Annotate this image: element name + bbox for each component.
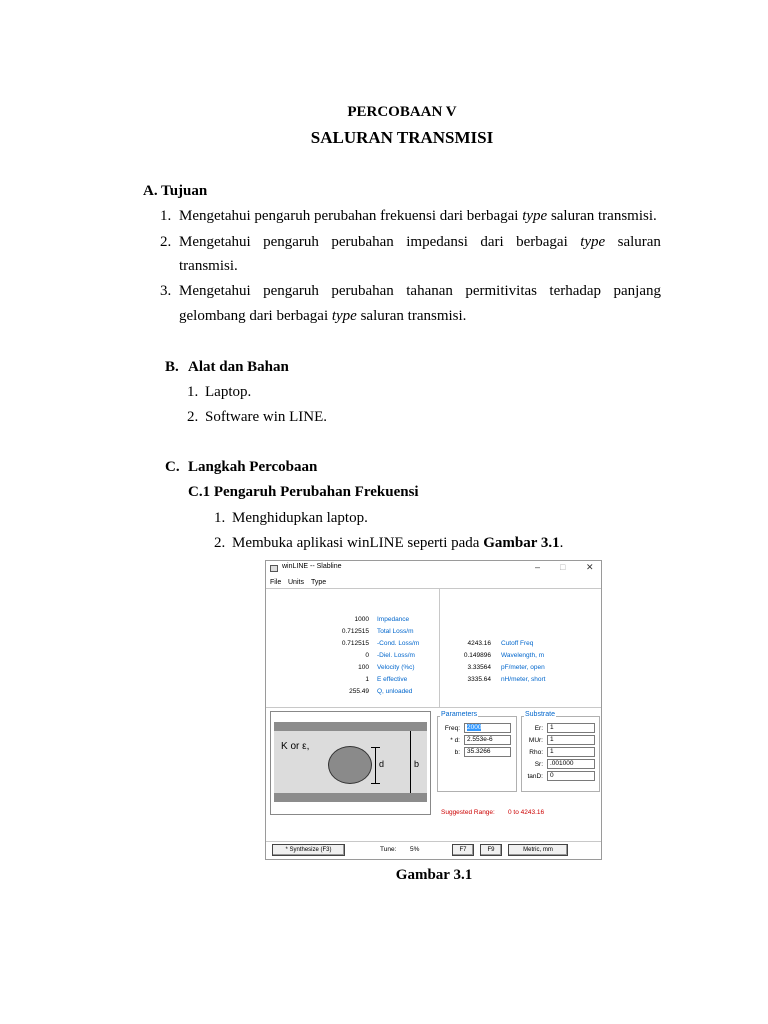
ground-plane-top (274, 722, 427, 731)
aim-item-3-line-2: gelombang dari berbagai type saluran transmisi. (179, 308, 467, 324)
center-conductor (328, 746, 372, 784)
substrate-group-title: Substrate (525, 711, 555, 718)
result-label: pF/meter, open (501, 664, 545, 671)
list-item-number: 1. (160, 208, 172, 224)
list-item-number: 2. (187, 409, 199, 425)
experiment-label: PERCOBAAN V (347, 104, 457, 120)
maximize-icon[interactable]: □ (560, 562, 566, 572)
section-c-number: C. (165, 459, 180, 475)
winline-screenshot (265, 560, 602, 860)
result-value: 255.49 (349, 688, 369, 695)
app-icon (270, 565, 278, 572)
tune-label: Tune: (380, 846, 397, 853)
list-item-number: 1. (214, 510, 226, 526)
result-value: 0.149896 (463, 652, 491, 659)
section-c-heading: Langkah Percobaan (188, 459, 318, 475)
result-label: nH/meter, short (501, 676, 546, 683)
tool-item-1: Laptop. (205, 384, 252, 400)
subsection-heading: C.1 Pengaruh Perubahan Frekuensi (188, 484, 419, 500)
parameters-group-title: Parameters (441, 711, 478, 718)
d-input[interactable]: 2.553e-6 (464, 735, 511, 745)
result-label: Cutoff Freq (501, 640, 534, 647)
result-label: Impedance (377, 616, 410, 623)
close-icon[interactable]: ✕ (586, 562, 594, 572)
dielectric-label: K or ε, (281, 741, 310, 752)
param-label: b: (454, 749, 460, 756)
result-label: -Diel. Loss/m (377, 652, 415, 659)
result-label: Total Loss/m (377, 628, 414, 635)
f7-button[interactable]: F7 (452, 844, 474, 856)
page-title: SALURAN TRANSMISI (310, 128, 494, 147)
result-label: E effective (377, 676, 408, 683)
menu-type[interactable]: Type (311, 579, 327, 586)
step-item-2: Membuka aplikasi winLINE seperti pada Gambar 3.1. (232, 535, 564, 551)
mur-input[interactable]: 1 (547, 735, 595, 745)
units-button[interactable]: Metric, mm (508, 844, 568, 856)
rho-input[interactable]: 1 (547, 747, 595, 757)
result-value: 100 (358, 664, 369, 671)
list-item-number: 2. (160, 234, 172, 250)
b-input[interactable]: 35.3266 (464, 747, 511, 757)
list-item-number: 1. (187, 384, 199, 400)
result-label: Wavelength, m (501, 652, 545, 659)
tune-value[interactable]: 5% (410, 846, 420, 853)
er-input[interactable]: 1 (547, 723, 595, 733)
list-item-number: 3. (160, 283, 172, 299)
freq-input[interactable]: 2000 (464, 723, 511, 733)
substrate-label: Rho: (529, 749, 543, 756)
menu-file[interactable]: File (270, 579, 282, 586)
substrate-label: MUr: (528, 737, 543, 744)
section-b-heading: Alat dan Bahan (188, 359, 289, 375)
aim-item-1: Mengetahui pengaruh perubahan frekuensi dari berbagai type saluran transmisi. (179, 208, 657, 224)
aim-item-2-line-2: transmisi. (179, 258, 238, 274)
param-label: * d: (450, 737, 460, 744)
result-value: 0 (365, 652, 369, 659)
list-item-number: 2. (214, 535, 226, 551)
ground-plane-bottom (274, 793, 427, 802)
window-title: winLINE -- Slabline (282, 563, 342, 570)
result-value: 1 (365, 676, 369, 683)
result-value: 3.33564 (467, 664, 491, 671)
minimize-icon[interactable]: – (535, 562, 541, 572)
menu-units[interactable]: Units (288, 579, 304, 586)
results-divider (439, 589, 440, 707)
sr-input[interactable]: .001000 (547, 759, 595, 769)
result-value: 0.712515 (341, 640, 369, 647)
result-value: 0.712515 (341, 628, 369, 635)
result-value: 4243.16 (467, 640, 491, 647)
suggested-range-value: 0 to 4243.16 (508, 809, 545, 816)
section-a-heading: A. Tujuan (143, 183, 208, 199)
b-dimension-line (410, 731, 411, 793)
result-value: 3335.64 (467, 676, 491, 683)
menu-divider (266, 588, 601, 589)
result-label: -Cond. Loss/m (377, 640, 420, 647)
tand-input[interactable]: 0 (547, 771, 595, 781)
window-titlebar (266, 561, 601, 577)
toolbar-divider (266, 841, 601, 842)
result-value: 1000 (354, 616, 369, 623)
d-dimension-cap (371, 747, 380, 748)
d-dimension-cap (371, 783, 380, 784)
aim-item-2-line-1: Mengetahui pengaruh perubahan impedansi dari berbagai type saluran (179, 234, 661, 250)
step-item-1: Menghidupkan laptop. (232, 510, 368, 526)
substrate-label: tanD: (527, 773, 543, 780)
slabline-diagram (270, 711, 431, 815)
results-bottom-divider (266, 707, 601, 708)
b-dimension-label: b (414, 759, 420, 769)
figure-caption: Gambar 3.1 (395, 867, 473, 883)
tool-item-2: Software win LINE. (205, 409, 328, 425)
substrate-label: Er: (534, 725, 543, 732)
result-label: Q, unloaded (377, 688, 413, 695)
param-label: Freq: (444, 725, 460, 732)
aim-item-3-line-1: Mengetahui pengaruh perubahan tahanan permitivitas terhadap panjang (179, 283, 661, 299)
f9-button[interactable]: F9 (480, 844, 502, 856)
result-label: Velocity (%c) (377, 664, 415, 671)
suggested-range-label: Suggested Range: (441, 809, 495, 816)
d-dimension-line (375, 747, 376, 783)
synthesize-button[interactable]: * Synthesize (F3) (272, 844, 345, 856)
section-b-number: B. (165, 359, 179, 375)
d-dimension-label: d (379, 759, 385, 769)
substrate-label: Sr: (534, 761, 543, 768)
